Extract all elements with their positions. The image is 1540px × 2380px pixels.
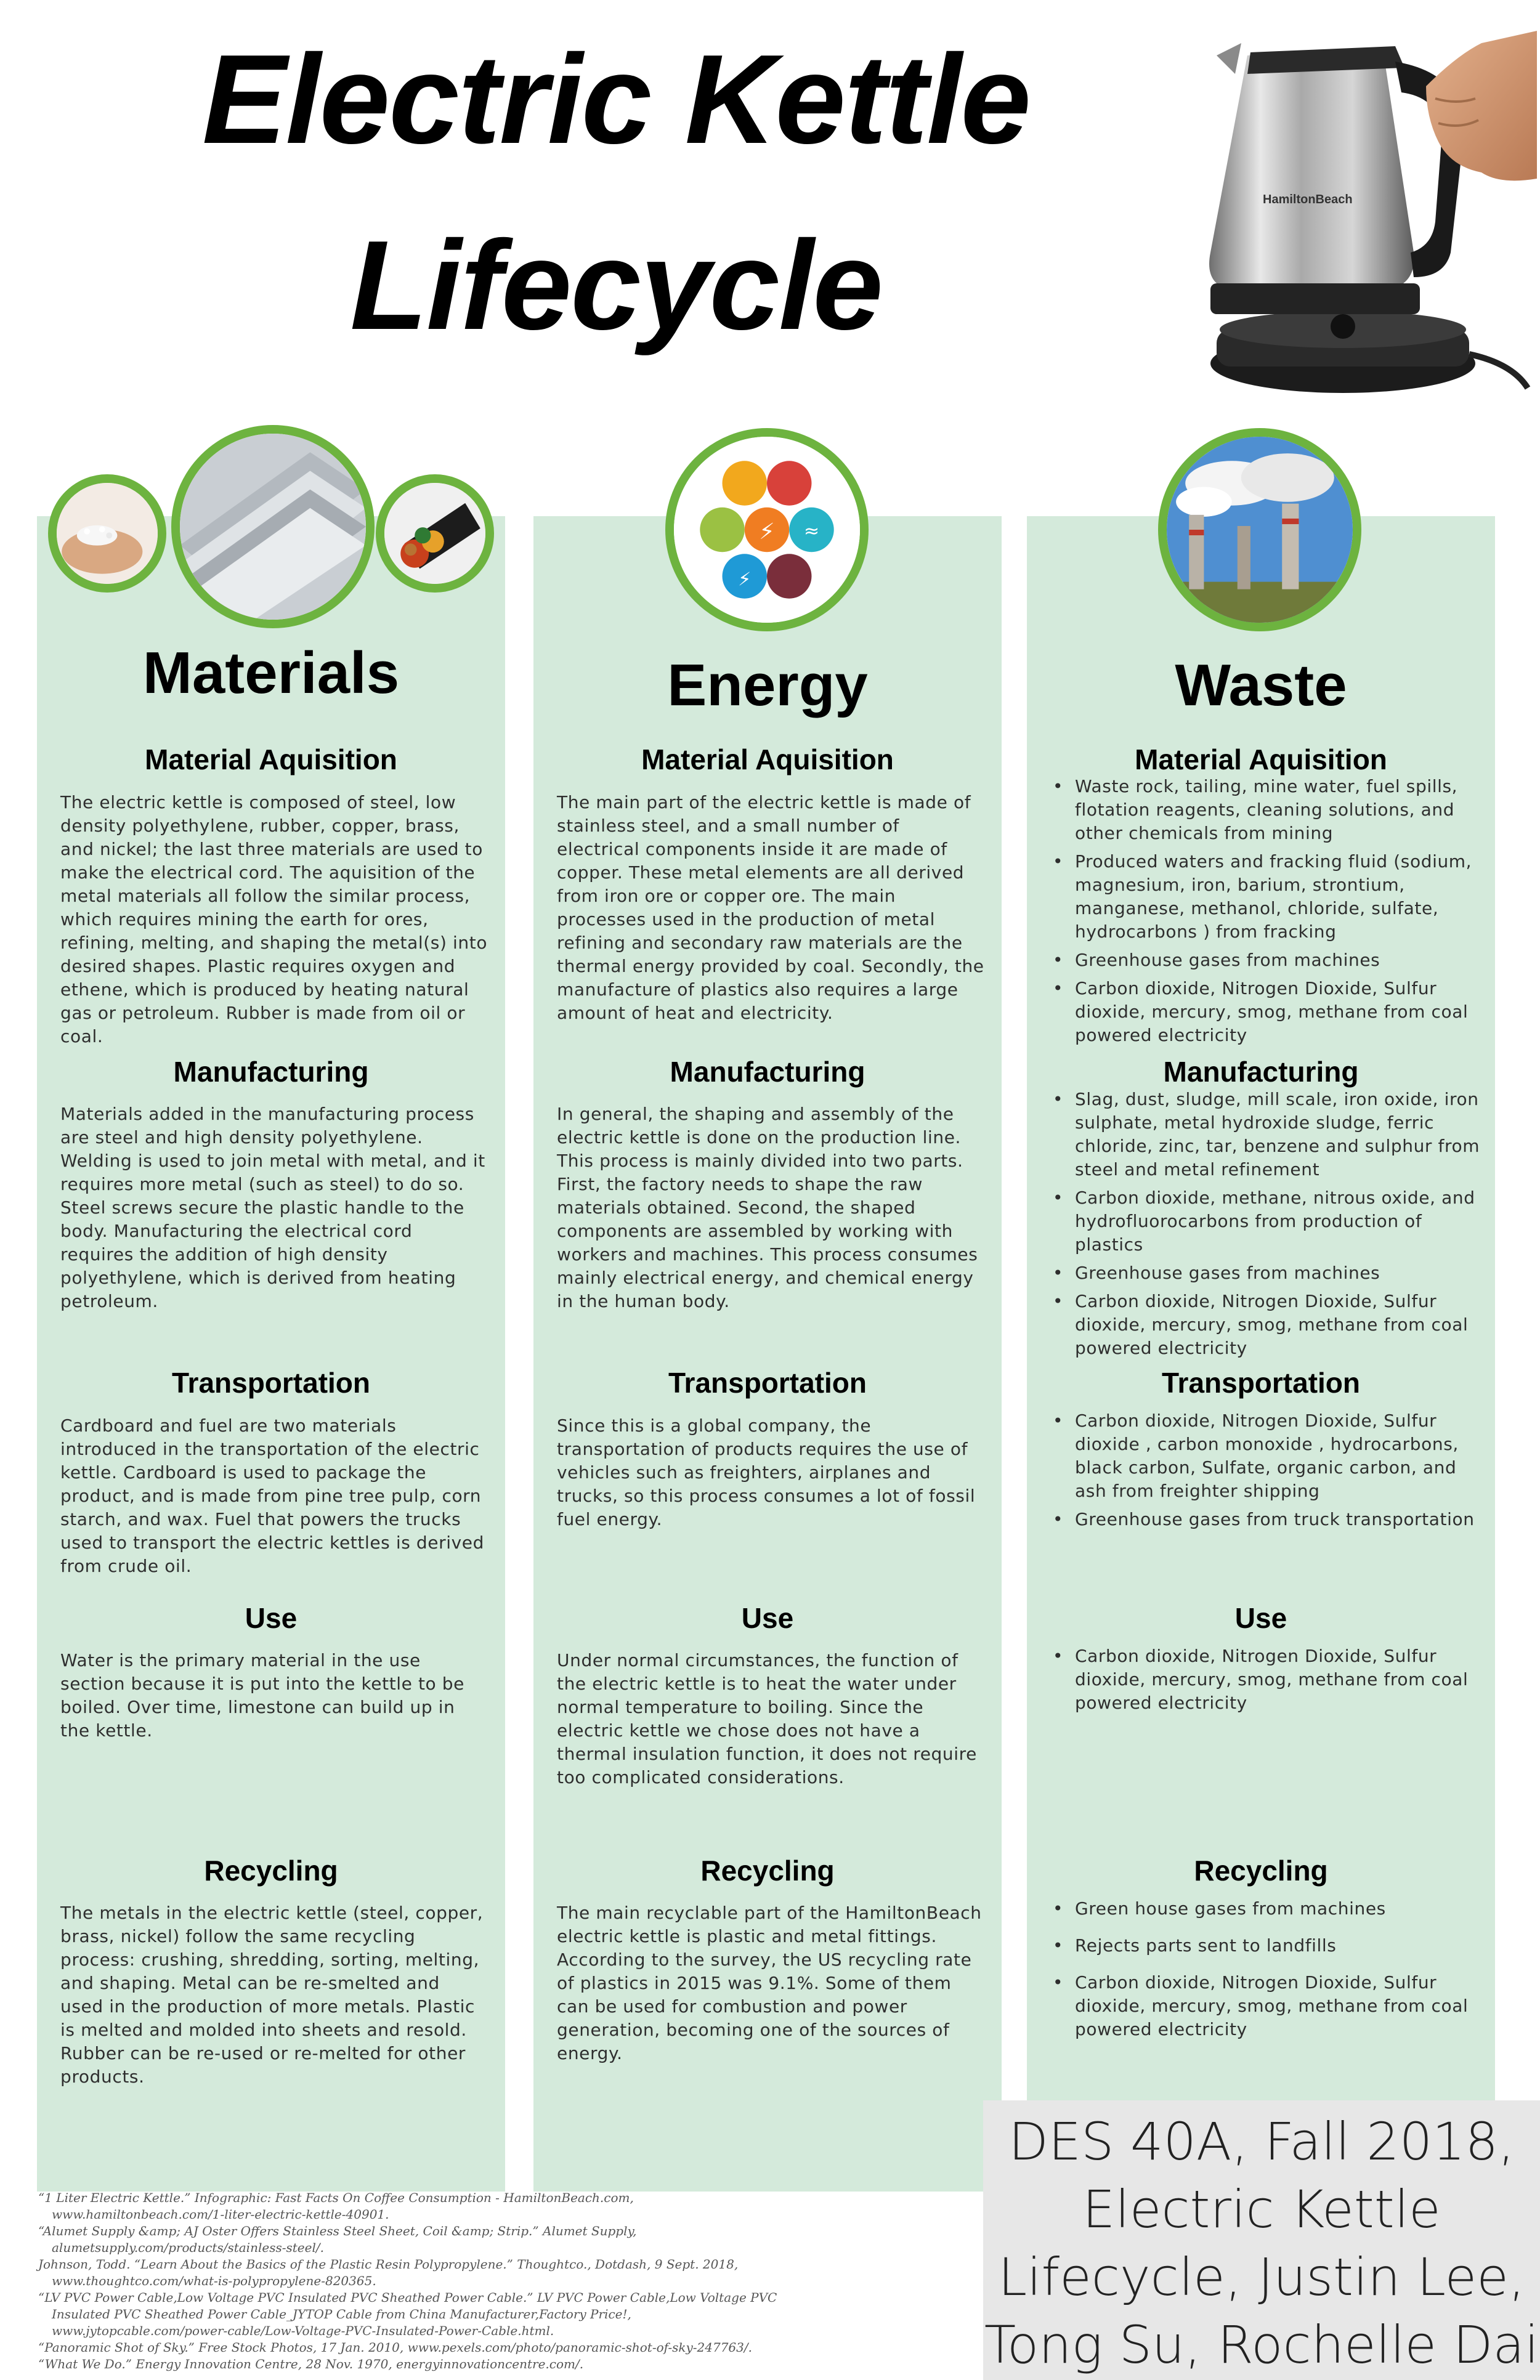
credit-line: DES 40A, Fall 2018,: [1008, 2111, 1515, 2172]
svg-text:≈: ≈: [803, 520, 820, 543]
kettle-photo: [1192, 18, 1537, 400]
list-item: • Rejects parts sent to landfills: [1050, 1934, 1481, 1957]
energy-use-text: Under normal circumstances, the function of the electric kettle is to heat the water under normal temperature to boiling. Since the electric kettle we chose does not have a thermal insulation function, it does not require too complicated considerations.: [557, 1650, 977, 1787]
reference-line: “LV PVC Power Cable,Low Voltage PVC Insulated PVC Sheathed Power Cable.” LV PVC Power Cable,Low Voltage PVC: [38, 2290, 777, 2305]
kettle-brand-label: HamiltonBeach: [1263, 193, 1353, 206]
list-item: • Carbon dioxide, Nitrogen Dioxide, Sulfur dioxide, mercury, smog, methane from coal powered electricity: [1050, 1290, 1481, 1360]
credit-line: Lifecycle, Justin Lee,: [998, 2247, 1525, 2307]
energy-column: [533, 516, 1002, 2192]
reference-line: “1 Liter Electric Kettle.” Infographic: Fast Facts On Coffee Consumption - HamiltonBeach.com,: [38, 2190, 634, 2205]
steel-sheets-image: [171, 425, 375, 628]
list-item: • Produced waters and fracking fluid (sodium, magnesium, iron, barium, strontium, manganese, methanol, chloride, sulfate, hydrocarbons ) from fracking: [1050, 850, 1481, 944]
energy-recycling-text: The main recyclable part of the HamiltonBeach electric kettle is plastic and metal fittings. According to the survey, the US recycling rate of plastics in 2015 was 9.1%. Some of them can be used for combustion and power generation, becoming one of the sources of energy.: [557, 1903, 982, 2063]
course-credit-box: [983, 2100, 1540, 2380]
list-item: • Carbon dioxide, Nitrogen Dioxide, Sulfur dioxide, mercury, smog, methane from coal powered electricity: [1050, 1971, 1481, 2041]
energy-acquisition-text: The main part of the electric kettle is made of stainless steel, and a small number of electrical components inside it are made of copper. These metal elements are all derived from iron ore or copper ore. The main processes used in the production of metal refining and secondary raw materials are the thermal energy provided by coal. Secondly, the manufacture of plastics also requires a large amount of heat and electricity.: [557, 792, 984, 1023]
power-cable-image: [376, 474, 494, 593]
credit-line: Tong Su, Rochelle Dai: [984, 2315, 1539, 2375]
page-title-line-2: Lifecycle: [350, 214, 882, 356]
waste-transportation-heading: Transportation: [1161, 1367, 1361, 1399]
materials-recycling-text: The metals in the electric kettle (steel, copper, brass, nickel) follow the same recycling process: crushing, shredding, sorting, melting, and shaping. Metal can be re-smelted and used in the production of more metals. Plastic is melted and molded into sheets and resold. Rubber can be re-used or re-melted for other products.: [60, 1903, 484, 2087]
svg-text:⚡: ⚡: [759, 518, 775, 545]
waste-transportation-list: [1050, 1409, 1481, 1536]
svg-text:⚡: ⚡: [738, 569, 752, 591]
materials-title: Materials: [142, 640, 400, 706]
list-item: • Green house gases from machines: [1050, 1897, 1481, 1921]
materials-recycling-heading: Recycling: [204, 1855, 338, 1887]
waste-title: Waste: [1175, 652, 1347, 718]
energy-transportation-text: Since this is a global company, the transportation of products requires the use of vehicles such as freighters, airplanes and trucks, so this process consumes a lot of fossil fuel energy.: [557, 1415, 976, 1529]
list-item: • Carbon dioxide, Nitrogen Dioxide, Sulfur dioxide, mercury, smog, methane from coal powered electricity: [1050, 977, 1481, 1047]
materials-use-heading: Use: [245, 1602, 298, 1634]
list-item: • Greenhouse gases from truck transportation: [1050, 1508, 1481, 1531]
list-item: • Greenhouse gases from machines: [1050, 1261, 1481, 1285]
energy-sources-image: [665, 428, 869, 631]
materials-use-text: Water is the primary material in the use section because it is put into the kettle to be boiled. Over time, limestone can build up in the kettle.: [60, 1650, 464, 1741]
energy-recycling-heading: Recycling: [700, 1855, 835, 1887]
list-item: • Carbon dioxide, methane, nitrous oxide, and hydrofluorocarbons from production of plastics: [1050, 1186, 1481, 1257]
energy-acquisition-heading: Material Aquisition: [641, 743, 894, 775]
references: [38, 2190, 987, 2373]
smokestacks-image: [1158, 428, 1361, 631]
materials-manufacturing-text: Materials added in the manufacturing process are steel and high density polyethylene. Welding is used to join metal with metal, and it requires more metal (such as steel) to do so. Steel screws secure the plastic handle to the body. Manufacturing the electrical cord requires the addition of high density polyethylene, which is derived from heating petroleum.: [60, 1104, 485, 1311]
reference-line: www.jytopcable.com/power-cable/Low-Voltage-PVC-Insulated-Power-Cable.html.: [52, 2323, 554, 2338]
waste-recycling-heading: Recycling: [1194, 1855, 1328, 1887]
waste-recycling-list: [1050, 1897, 1481, 2055]
page-title-line-1: Electric Kettle: [202, 28, 1030, 170]
materials-manufacturing-heading: Manufacturing: [173, 1056, 369, 1088]
reference-line: www.thoughtco.com/what-is-polypropylene-820365.: [52, 2273, 376, 2288]
reference-line: “Alumet Supply &amp; AJ Oster Offers Stainless Steel Sheet, Coil &amp; Strip.” Alumet Supply,: [38, 2224, 637, 2238]
reference-line: alumetsupply.com/products/stainless-steel/.: [52, 2240, 324, 2255]
reference-line: “What We Do.” Energy Innovation Centre, 28 Nov. 1970, energyinnovationcentre.com/.: [38, 2357, 584, 2371]
reference-line: Johnson, Todd. “Learn About the Basics of the Plastic Resin Polypropylene.” Thoughtco., Dotdash, 9 Sept. 2018,: [38, 2257, 739, 2272]
waste-manufacturing-heading: Manufacturing: [1163, 1056, 1359, 1088]
list-item: • Waste rock, tailing, mine water, fuel spills, flotation reagents, cleaning solutions, and other chemicals from mining: [1050, 775, 1481, 845]
waste-acquisition-heading: Material Aquisition: [1135, 743, 1387, 775]
list-item: • Carbon dioxide, Nitrogen Dioxide, Sulfur dioxide , carbon monoxide , hydrocarbons, black carbon, Sulfate, organic carbon, and ash from freighter shipping: [1050, 1409, 1481, 1503]
waste-manufacturing-list: [1050, 1088, 1481, 1365]
energy-use-heading: Use: [741, 1602, 794, 1634]
waste-use-heading: Use: [1234, 1602, 1287, 1634]
reference-line: www.hamiltonbeach.com/1-liter-electric-kettle-40901.: [52, 2207, 389, 2222]
materials-transportation-text: Cardboard and fuel are two materials introduced in the transportation of the electric kettle. Cardboard is used to package the product, and is made from pine tree pulp, corn starch, and wax. Fuel that powers the trucks used to transport the electric kettles is derived from crude oil.: [60, 1415, 484, 1576]
list-item: • Carbon dioxide, Nitrogen Dioxide, Sulfur dioxide, mercury, smog, methane from coal powered electricity: [1050, 1645, 1481, 1715]
reference-line: “Panoramic Shot of Sky.” Free Stock Photos, 17 Jan. 2010, www.pexels.com/photo/panoramic-shot-of-sky-247763/.: [38, 2340, 752, 2355]
materials-transportation-heading: Transportation: [171, 1367, 371, 1399]
credit-line: Electric Kettle: [1082, 2179, 1441, 2240]
waste-use-list: [1050, 1645, 1481, 1720]
energy-manufacturing-heading: Manufacturing: [670, 1056, 865, 1088]
energy-manufacturing-text: In general, the shaping and assembly of the electric kettle is done on the production line. This process is mainly divided into two parts. First, the factory needs to shape the raw materials obtained. Second, the shaped components are assembled by working with workers and machines. This process consumes mainly electrical energy, and chemical energy in the human body.: [557, 1104, 978, 1311]
energy-title: Energy: [667, 652, 868, 718]
reference-line: Insulated PVC Sheathed Power Cable_JYTOP Cable from China Manufacturer,Factory Price!,: [52, 2307, 631, 2321]
waste-column: [1027, 516, 1495, 2192]
list-item: • Greenhouse gases from machines: [1050, 949, 1481, 972]
waste-acquisition-list: [1050, 775, 1481, 1052]
list-item: • Slag, dust, sludge, mill scale, iron oxide, iron sulphate, metal hydroxide sludge, ferric chloride, zinc, tar, benzene and sulphur from steel and metal refinement: [1050, 1088, 1481, 1181]
energy-transportation-heading: Transportation: [668, 1367, 867, 1399]
materials-acquisition-heading: Material Aquisition: [145, 743, 397, 775]
salt-pellets-image: [48, 474, 166, 593]
materials-column: [37, 516, 505, 2192]
materials-acquisition-text: The electric kettle is composed of steel, low density polyethylene, rubber, copper, brass, and nickel; the last three materials are used to make the electrical cord. The aquisition of the metal materials all follow the similar process, which requires mining the earth for ores, refining, melting, and shaping the metal(s) into desired shapes. Plastic requires oxygen and ethene, which is produced by heating natural gas or petroleum. Rubber is made from oil or coal.: [60, 792, 488, 1046]
